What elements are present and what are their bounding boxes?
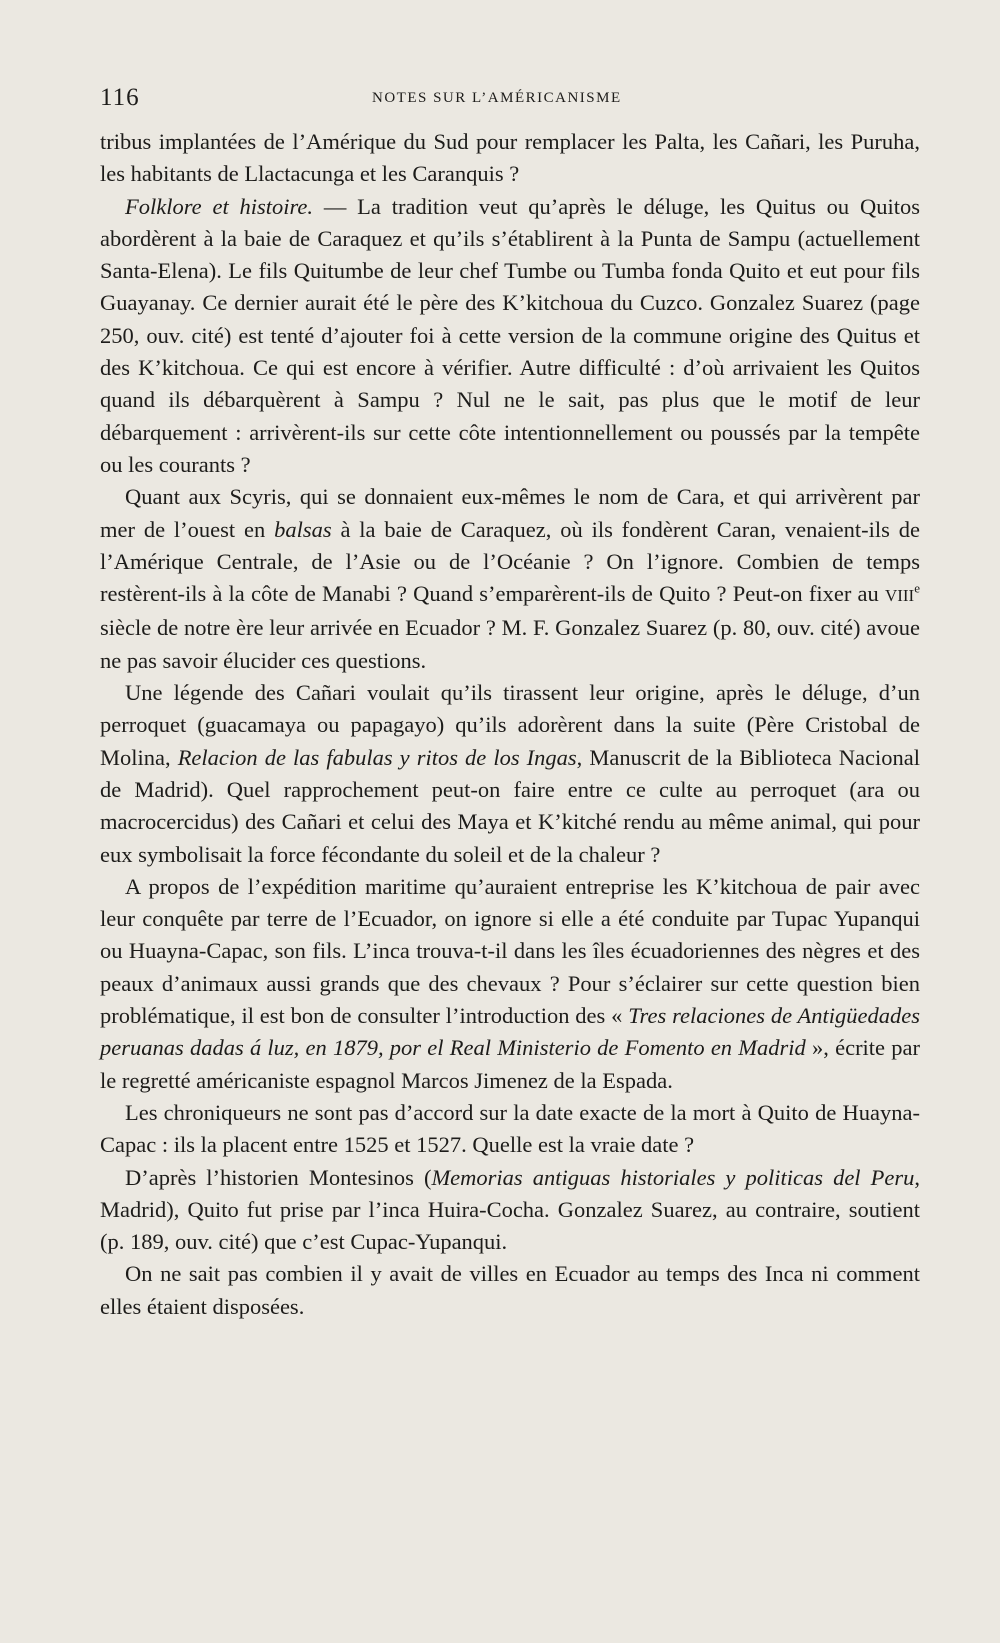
- body-text: [100, 126, 920, 1323]
- paragraph-7-text-b: , Madrid), Quito fut prise par l’inca Huira-Cocha. Gonzalez Suarez, au contraire, soutient (p. 189, ouv. cité) que c’est Cupac-Yupanqui.: [100, 1164, 920, 1255]
- paragraph-4-italic: Relacion de las fabulas y ritos de los Ingas: [177, 744, 577, 770]
- century-superscript: e: [914, 580, 920, 596]
- page-number: 116: [100, 84, 140, 111]
- paragraph-4: [100, 677, 920, 871]
- paragraph-3-italic: balsas: [274, 516, 332, 542]
- page-header: [100, 84, 920, 114]
- paragraph-6-text: Les chroniqueurs ne sont pas d’accord sur la date exacte de la mort à Quito de Huayna-Capac : ils la placent entre 1525 et 1527. Quelle est la vraie date ?: [100, 1099, 920, 1158]
- paragraph-1-text: tribus implantées de l’Amérique du Sud pour remplacer les Palta, les Cañari, les Puruha, les habitants de Llactacunga et les Caranquis ?: [100, 129, 920, 187]
- paragraph-3: [100, 481, 920, 677]
- paragraph-2: [100, 191, 920, 482]
- paragraph-4-text-a: Une légende des Cañari voulait qu’ils tirassent leur origine, après le déluge, d’un perroquet (guacamaya ou papagayo) qu’ils adorèrent dans la suite (Père Cristobal de Molina,: [100, 680, 920, 770]
- paragraph-8: [100, 1258, 920, 1323]
- paragraph-2-text: — La tradition veut qu’après le déluge, les Quitus ou Quitos abordèrent à la baie de Caraquez et qu’ils s’établirent à la Punta de Sampu (actuellement Santa-Elena). Le fils Quitumbe de leur chef Tumbe ou Tumba fonda Quito et eut pour fils Guayanay. Ce dernier aurait été le père des K’kitchoua du Cuzco. Gonzalez Suarez (page 250, ouv. cité) est tenté d’ajouter foi à cette version de la commune origine des Quitus et des K’kitchoua. Ce qui est encore à vérifier. Autre difficulté : d’où arrivaient les Quitos quand ils débarquèrent à Sampu ? Nul ne le sait, pas plus que le motif de leur débarquement : arrivèrent-ils sur cette côte intentionnellement ou poussés par la tempête ou les courants ?: [100, 193, 920, 477]
- paragraph-4-text-b: , Manuscrit de la Biblioteca Nacional de Madrid). Quel rapprochement peut-on faire entre ce culte au perroquet (ara ou macrocercidus) des Cañari et celui des Maya et K’kitché rendu au même animal, qui pour eux symbolisait la force fécondante du soleil et de la chaleur ?: [100, 744, 921, 867]
- paragraph-3-text-a: Quant aux Scyris, qui se donnaient eux-mêmes le nom de Cara, et qui arrivèrent par mer de l’ouest en: [100, 484, 920, 542]
- paragraph-5-text-b: », écrite par le regretté américaniste espagnol Marcos Jimenez de la Espada.: [100, 1035, 920, 1093]
- paragraph-6: [100, 1097, 920, 1162]
- paragraph-5: [100, 871, 920, 1097]
- paragraph-7-italic: Memorias antiguas historiales y politicas del Peru: [431, 1164, 915, 1190]
- paragraph-1: [100, 126, 920, 191]
- century-numeral: VIII: [884, 586, 915, 606]
- paragraph-8-text: On ne sait pas combien il y avait de villes en Ecuador au temps des Inca ni comment elles étaient disposées.: [100, 1261, 920, 1319]
- paragraph-5-italic: Tres relaciones de Antigüedades peruanas dadas á luz, en 1879, por el Real Ministerio de Fomento en Madrid: [100, 1003, 920, 1061]
- paragraph-5-text-a: A propos de l’expédition maritime qu’auraient entreprise les K’kitchoua de pair avec leur conquête par terre de l’Ecuador, on ignore si elle a été conduite par Tupac Yupanqui ou Huayna-Capac, son fils. L’inca trouva-t-il dans les îles écuadoriennes des nègres et des peaux d’animaux aussi grands que des chevaux ? Pour s’éclairer sur cette question bien problématique, il est bon de consulter l’introduction des «: [100, 873, 920, 1029]
- section-heading-folklore: Folklore et histoire.: [125, 193, 314, 219]
- paragraph-3-text-b: à la baie de Caraquez, où ils fondèrent Caran, venaient-ils de l’Amérique Centrale, de l’Asie ou de l’Océanie ? On l’ignore. Combien de temps restèrent-ils à la côte de Manabi ? Quand s’emparèrent-ils de Quito ? Peut-on fixer au: [100, 516, 920, 607]
- paragraph-3-text-c: siècle de notre ère leur arrivée en Ecuador ? M. F. Gonzalez Suarez (p. 80, ouv. cité) avoue ne pas savoir élucider ces questions.: [100, 615, 920, 673]
- running-head: NOTES SUR L’AMÉRICANISME: [372, 90, 622, 106]
- paragraph-7: [100, 1162, 920, 1259]
- paragraph-7-text-a: D’après l’historien Montesinos (: [125, 1164, 432, 1190]
